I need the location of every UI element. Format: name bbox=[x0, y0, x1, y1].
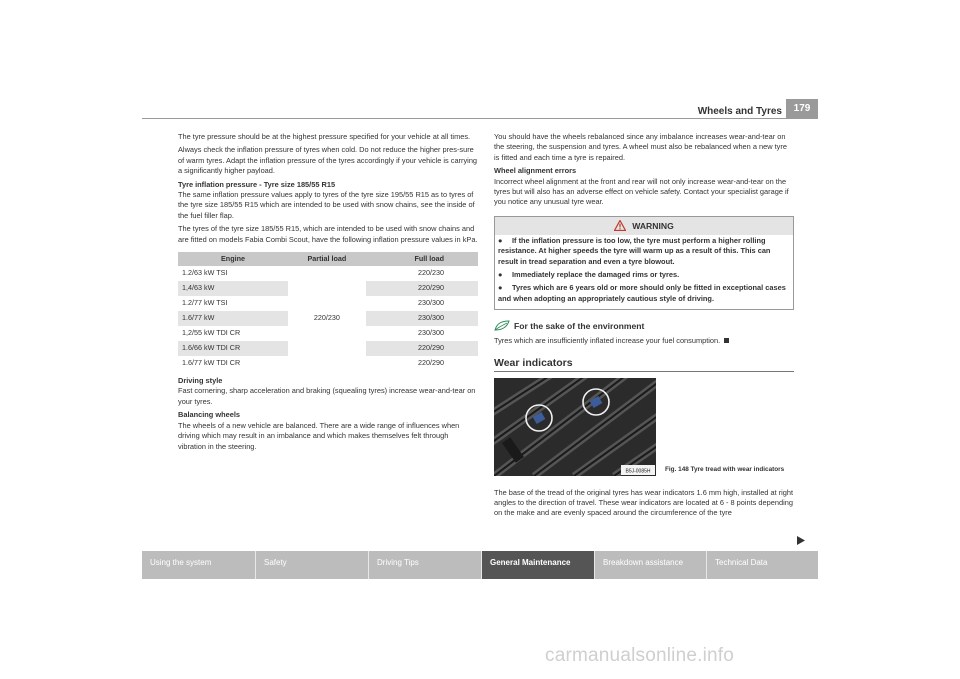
table-header-row bbox=[178, 252, 478, 266]
engine-cell: 1.6/77 kW TDI CR bbox=[182, 358, 241, 368]
header-engine: Engine bbox=[178, 252, 288, 266]
tyre-tread-figure bbox=[494, 378, 656, 476]
figure-code: B5J-0085H bbox=[625, 468, 651, 474]
footer-tab-driving-tips[interactable]: Driving Tips bbox=[377, 558, 419, 567]
engine-cell: 1,2/55 kW TDI CR bbox=[182, 328, 241, 338]
footer-tab-general-maintenance[interactable]: General Maintenance bbox=[482, 551, 594, 579]
environment-text: Tyres which are insufficiently inflated increase your fuel consumption. bbox=[494, 335, 721, 345]
engine-cell: 1,4/63 kW bbox=[178, 281, 288, 296]
full-load-cell: 220/230 bbox=[418, 268, 444, 278]
page-header-title: Wheels and Tyres bbox=[697, 106, 782, 117]
full-load-cell: 230/300 bbox=[366, 311, 478, 326]
subheading-alignment: Wheel alignment errors bbox=[494, 166, 577, 176]
warning-item bbox=[495, 236, 793, 267]
figure-caption: Fig. 148 Tyre tread with wear indicators bbox=[665, 465, 785, 473]
footer-nav bbox=[142, 551, 818, 579]
engine-cell: 1.2/77 kW TSI bbox=[182, 298, 228, 308]
paragraph: The tyre pressure should be at the highest pressure specified for your vehicle at all times. bbox=[178, 132, 471, 141]
continue-arrow-icon bbox=[797, 532, 805, 550]
warning-triangle-icon bbox=[614, 219, 626, 237]
full-load-cell: 220/290 bbox=[366, 341, 478, 356]
footer-tab-safety[interactable]: Safety bbox=[264, 558, 287, 567]
bullet-icon: ● bbox=[498, 270, 503, 280]
warning-item bbox=[495, 270, 793, 280]
paragraph: The base of the tread of the original tyres has wear indicators 1.6 mm high, installed at right angles to the direction of travel. These wear indicators are located at 6 - 8 points depending on the make and are evenly spaced around the circumference of the tyre bbox=[494, 487, 794, 518]
subheading-balancing: Balancing wheels bbox=[178, 410, 241, 420]
warning-item-text: Immediately replace the damaged rims or tyres. bbox=[512, 270, 680, 280]
section-heading-wear-indicators: Wear indicators bbox=[494, 358, 794, 371]
paragraph: Always check the inflation pressure of tyres when cold. Do not reduce the higher pres-sure of warm tyres. Adapt the inflation pressure of the tyres accordingly if your vehicle is carrying a significantly higher payload. bbox=[178, 145, 478, 176]
footer-tab-using-the-system[interactable]: Using the system bbox=[150, 558, 212, 567]
environment-title-row bbox=[494, 320, 794, 333]
subheading-inflation: Tyre inflation pressure - Tyre size 185/55 R15 bbox=[178, 179, 336, 189]
figure-container bbox=[494, 378, 794, 476]
table-row bbox=[178, 266, 478, 281]
paragraph: Fast cornering, sharp acceleration and braking (squealing tyres) increase wear-and-tear on your tyres. bbox=[178, 386, 476, 406]
bullet-icon: ● bbox=[498, 235, 503, 245]
warning-box bbox=[494, 216, 794, 310]
full-load-cell: 220/290 bbox=[418, 358, 444, 368]
warning-item-text: Tyres which are 6 years old or more should only be fitted in exceptional cases and when adopting an appropriately cautious style of driving. bbox=[498, 283, 786, 303]
subheading-driving-style: Driving style bbox=[178, 376, 223, 386]
full-load-cell: 230/300 bbox=[418, 298, 444, 308]
warning-header bbox=[495, 217, 793, 235]
paragraph: The tyres of the tyre size 185/55 R15, which are intended to be used with snow chains and are fitted on models Fabia Combi Scout, have the following inflation pressure values in kPa. bbox=[178, 224, 478, 244]
engine-cell: 1.6/77 kW bbox=[178, 311, 288, 326]
watermark: carmanualsonline.info bbox=[545, 645, 735, 666]
environment-leaf-icon bbox=[494, 320, 510, 333]
environment-title: For the sake of the environment bbox=[514, 321, 645, 332]
warning-title: WARNING bbox=[632, 220, 674, 231]
paragraph: Incorrect wheel alignment at the front and rear will not only increase wear-and-tear on the tyres but will also has an adverse effect on vehicle safety. Contact your specialist garage if you notice any unusual tyre wear. bbox=[494, 176, 789, 207]
header-rule bbox=[142, 118, 818, 119]
paragraph: The same inflation pressure values apply to tyres of the tyre size 195/55 R15 as to tyres of the tyre size 185/55 R15 which are intended to be used with snow chains, see the inside of the fuel filler flap. bbox=[178, 190, 475, 220]
footer-tab-technical-data[interactable]: Technical Data bbox=[715, 558, 768, 567]
environment-paragraph bbox=[494, 336, 794, 346]
right-column bbox=[494, 132, 794, 522]
engine-cell: 1.6/66 kW TDI CR bbox=[178, 341, 288, 356]
paragraph: The wheels of a new vehicle are balanced. There are a wide range of influences when driving which may result in an imbalance and which makes themselves felt through vibration in the steering. bbox=[178, 420, 460, 451]
footer-tab-breakdown-assistance[interactable]: Breakdown assistance bbox=[603, 558, 684, 567]
warning-item-text: If the inflation pressure is too low, the tyre must perform a higher rolling resistance. At higher speeds the tyre will warm up as a result of this. This can result in tread separation and even a tyre blowout. bbox=[498, 235, 771, 266]
page-number: 179 bbox=[786, 99, 818, 119]
warning-item bbox=[495, 283, 793, 304]
header-full-load: Full load bbox=[366, 252, 478, 266]
bullet-icon: ● bbox=[498, 283, 503, 293]
full-load-cell: 230/300 bbox=[418, 328, 444, 338]
full-load-cell: 220/290 bbox=[366, 281, 478, 296]
end-of-section-icon bbox=[724, 338, 729, 343]
inflation-pressure-table bbox=[178, 252, 478, 371]
left-column bbox=[178, 132, 478, 455]
engine-cell: 1.2/63 kW TSI bbox=[182, 268, 228, 278]
partial-load-cell: 220/230 bbox=[288, 266, 366, 371]
paragraph: You should have the wheels rebalanced since any imbalance increases wear-and-tear on the steering, the suspension and tyres. A wheel must also be rebalanced when a new tyre is fitted and each time a tyre is repaired. bbox=[494, 132, 787, 162]
header-partial-load: Partial load bbox=[288, 252, 366, 266]
